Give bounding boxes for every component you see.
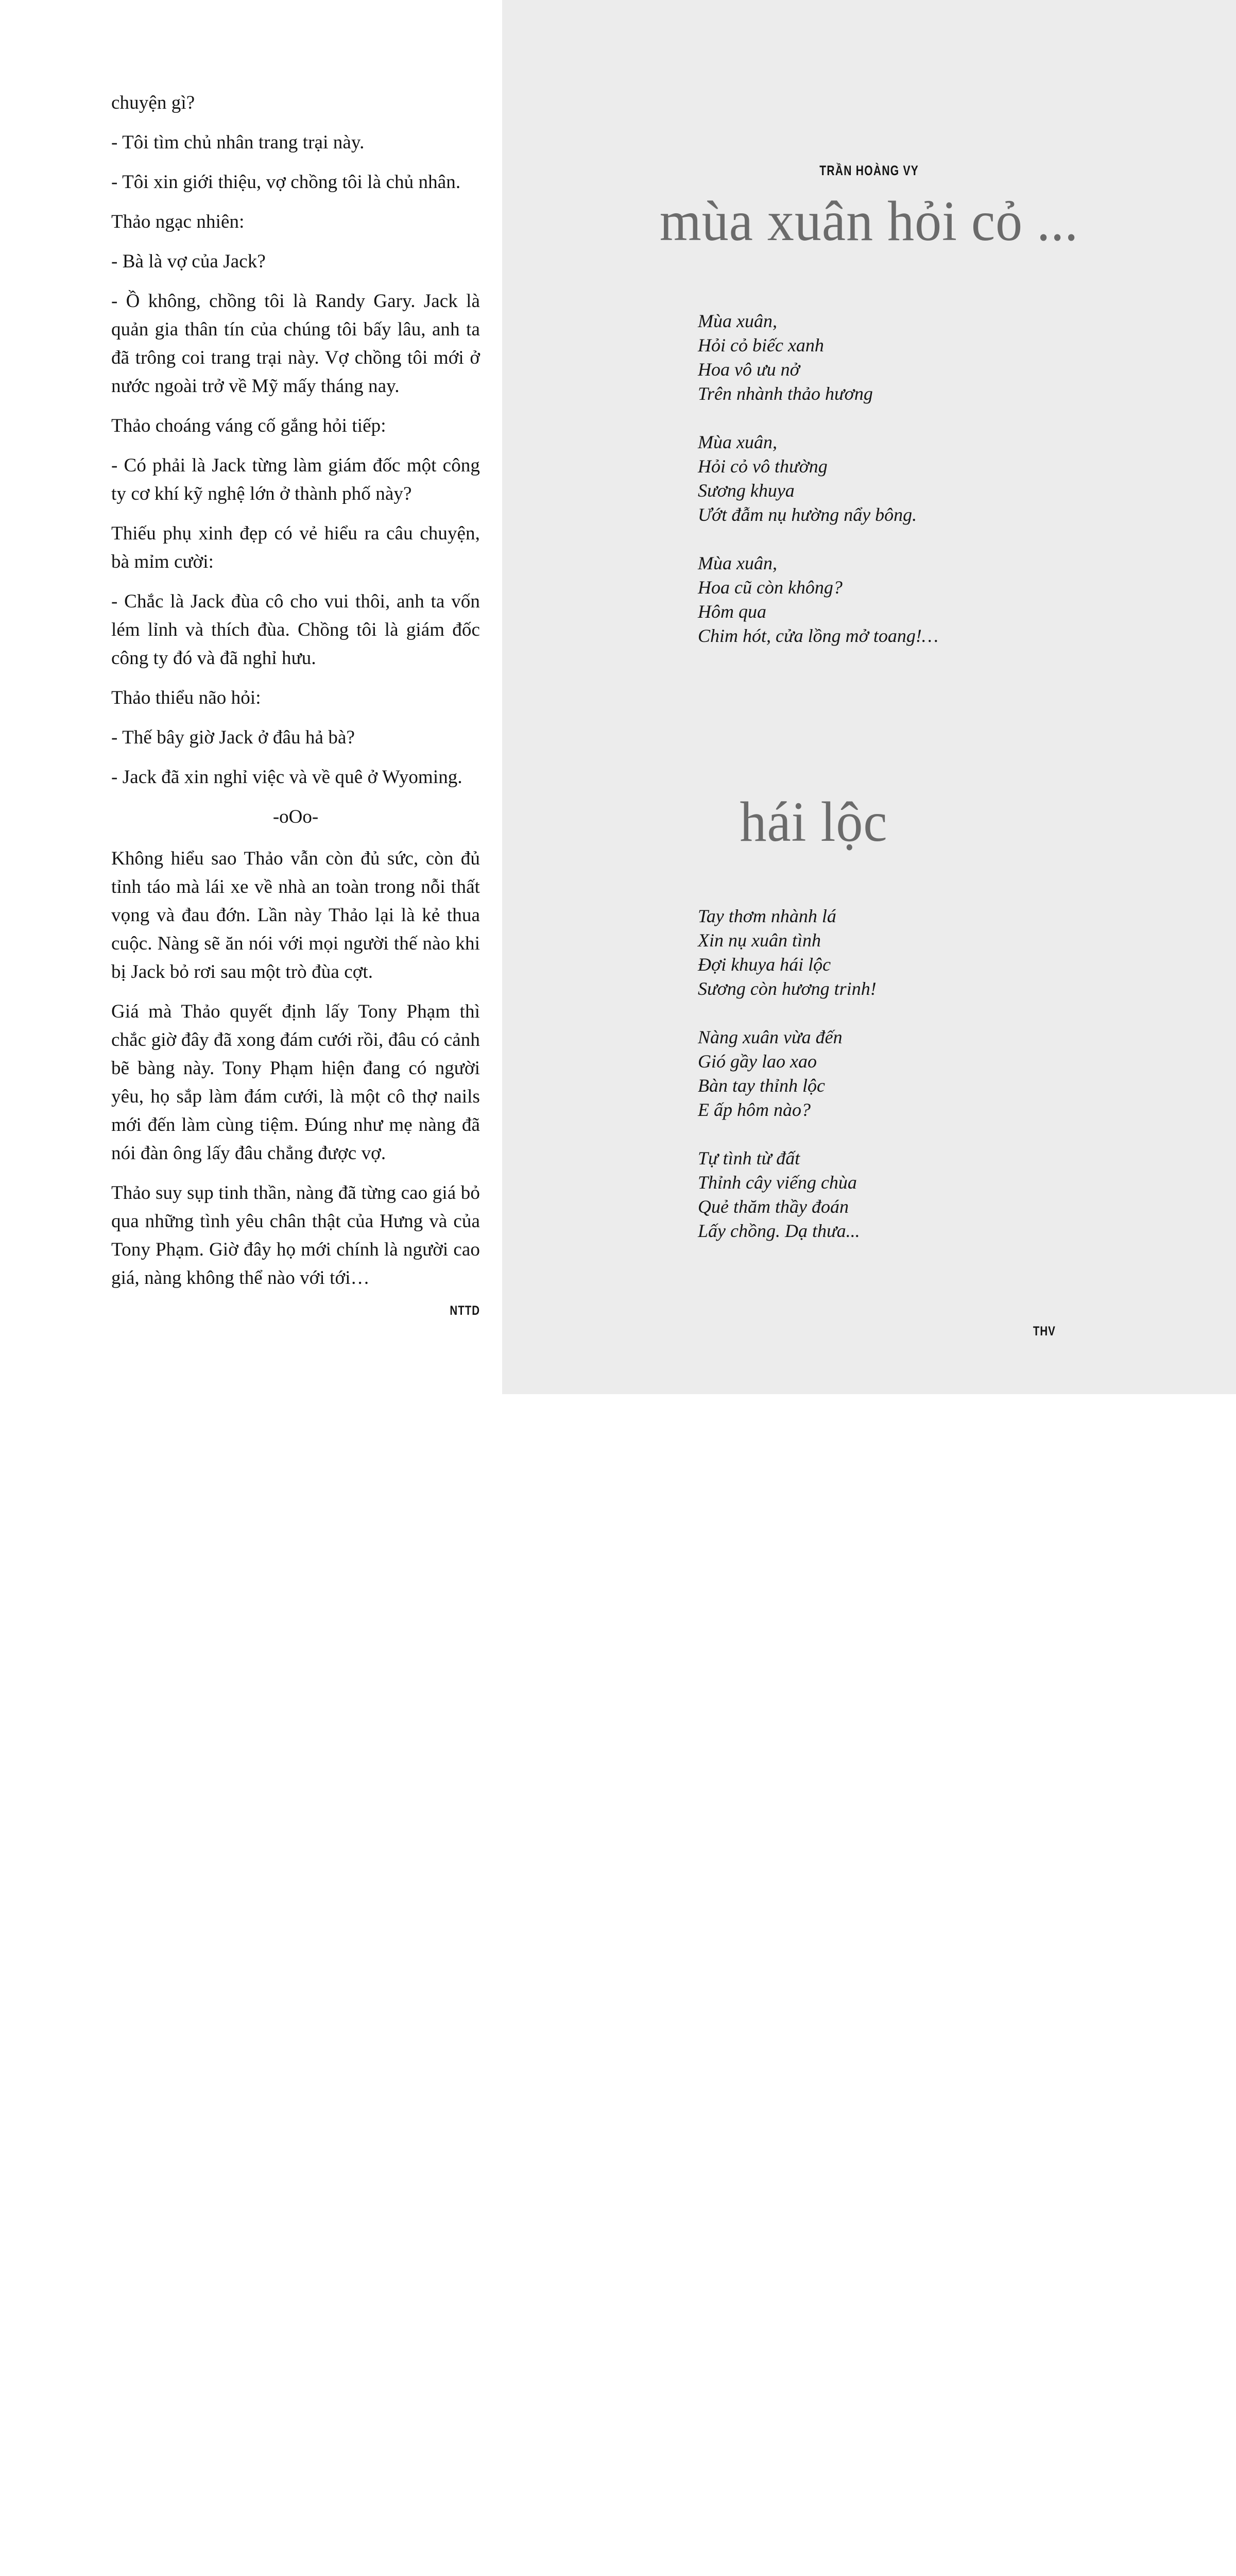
story-paragraph: Thảo choáng váng cố gắng hỏi tiếp: [111, 415, 386, 436]
poem-line: Hoa cũ còn không? [698, 577, 843, 598]
poem-line: Hoa vô ưu nở [698, 359, 800, 380]
poem-line: Mùa xuân, [698, 311, 777, 331]
poem-title-1-label: mùa xuân hỏi cỏ ... [659, 190, 1079, 253]
poem-title-mua-xuan-hoi-co [502, 191, 1236, 252]
story-paragraph: chuyện gì? [111, 92, 195, 113]
poem-author [502, 163, 1236, 179]
story-paragraph: Thảo suy sụp tinh thần, nàng đã từng cao giá bỏ qua những tình yêu chân thật của Hưng và của Tony Phạm. Giờ đây họ mới chính là người cao giá, nàng không thể nào với tới… [111, 1182, 480, 1289]
poem-line: Sương còn hương trinh! [698, 978, 877, 999]
poem-body-1 [698, 309, 1058, 648]
story-paragraph: - Bà là vợ của Jack? [111, 251, 266, 272]
poem-line: Nàng xuân vừa đến [698, 1027, 843, 1047]
story-paragraph: - Tôi xin giới thiệu, vợ chồng tôi là chủ nhân. [111, 172, 461, 193]
story-paragraph: - Chắc là Jack đùa cô cho vui thôi, anh ta vốn lém lỉnh và thích đùa. Chồng tôi là giám đốc công ty đó và đã nghỉ hưu. [111, 591, 480, 669]
poem-line: Lấy chồng. Dạ thưa... [698, 1221, 860, 1241]
story-column [111, 89, 480, 1318]
poem-line: Thỉnh cây viếng chùa [698, 1172, 857, 1193]
poem-stanza [698, 309, 1058, 406]
story-paragraph: Thảo ngạc nhiên: [111, 211, 245, 232]
poem-line: Đợi khuya hái lộc [698, 954, 831, 975]
poem-panel [502, 0, 1236, 1394]
story-signature-label: NTTD [450, 1303, 480, 1318]
poem-line: Tự tình từ đất [698, 1148, 800, 1168]
story-paragraph: - Ồ không, chồng tôi là Randy Gary. Jack là quản gia thân tín của chúng tôi bấy lâu, anh ta đã trông coi trang trại này. Vợ chồng tôi mới ở nước ngoài trở về Mỹ mấy tháng nay. [111, 291, 480, 397]
poem-line: E ấp hôm nào? [698, 1099, 811, 1120]
story-paragraph: Thiếu phụ xinh đẹp có vẻ hiểu ra câu chuyện, bà mỉm cười: [111, 523, 480, 572]
poem-line: Quẻ thăm thầy đoán [698, 1196, 849, 1217]
poem-line: Hỏi cỏ biếc xanh [698, 335, 824, 355]
story-paragraph: Thảo thiểu não hỏi: [111, 687, 261, 708]
poem-author-label: TRẦN HOÀNG VY [819, 163, 919, 178]
poem-line: Sương khuya [698, 480, 795, 501]
story-paragraph: - Tôi tìm chủ nhân trang trại này. [111, 132, 365, 153]
story-section-divider: -oOo- [272, 806, 319, 827]
poem-stanza [698, 1146, 1058, 1243]
poem-body-2 [698, 904, 1058, 1243]
poem-stanza [698, 1025, 1058, 1122]
poem-line: Ướt đẫm nụ hường nẩy bông. [698, 504, 917, 525]
poem-signature-label: THV [1033, 1324, 1056, 1338]
story-paragraph: - Có phải là Jack từng làm giám đốc một công ty cơ khí kỹ nghệ lớn ở thành phố này? [111, 455, 480, 504]
story-signature [178, 1303, 480, 1318]
poem-stanza [698, 430, 1058, 527]
poem-line: Mùa xuân, [698, 432, 777, 452]
poem-line: Xin nụ xuân tình [698, 930, 821, 951]
poem-title-2-label: hái lộc [740, 790, 888, 854]
poem-line: Chim hót, cửa lồng mở toang!… [698, 625, 938, 646]
poem-stanza [698, 904, 1058, 1001]
poem-signature [502, 1324, 1058, 1339]
poem-line: Hỏi cỏ vô thường [698, 456, 828, 477]
story-paragraph: - Jack đã xin nghỉ việc và về quê ở Wyoming. [111, 767, 462, 788]
page-footer [0, 1394, 1236, 1555]
story-paragraph: - Thế bây giờ Jack ở đâu hả bà? [111, 727, 355, 748]
story-paragraph: Không hiểu sao Thảo vẫn còn đủ sức, còn đủ tỉnh táo mà lái xe về nhà an toàn trong nỗi thất vọng và đau đớn. Lần này Thảo lại là kẻ thua cuộc. Nàng sẽ ăn nói với mọi người thế nào khi bị Jack bỏ rơi sau một trò đùa cợt. [111, 848, 480, 982]
poem-title-hai-loc [502, 791, 1125, 853]
poem-line: Trên nhành thảo hương [698, 383, 873, 404]
poem-line: Hôm qua [698, 601, 766, 622]
story-paragraph: Giá mà Thảo quyết định lấy Tony Phạm thì chắc giờ đây đã xong đám cưới rồi, đâu có cảnh bẽ bàng này. Tony Phạm hiện đang có người yêu, họ sắp làm đám cưới, là một cô thợ nails mới đến làm cùng tiệm. Đúng như mẹ nàng đã nói đàn ông lấy đâu chẳng được vợ. [111, 1001, 480, 1164]
poem-line: Gió gầy lao xao [698, 1051, 817, 1072]
poem-line: Mùa xuân, [698, 553, 777, 573]
poem-stanza [698, 551, 1058, 648]
poem-line: Bàn tay thỉnh lộc [698, 1075, 825, 1096]
poem-line: Tay thơm nhành lá [698, 906, 836, 926]
